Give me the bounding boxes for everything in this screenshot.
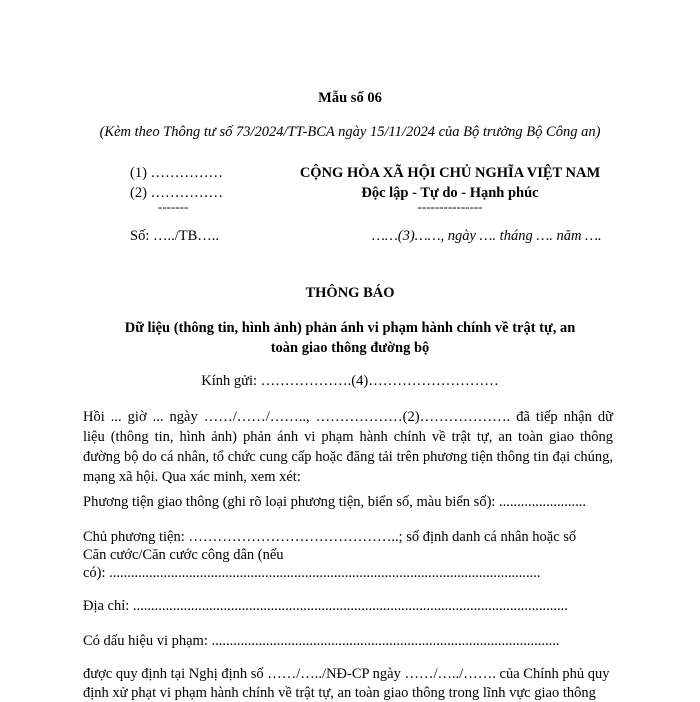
notice-subtitle: Dữ liệu (thông tin, hình ảnh) phản ánh vi phạm hành chính về trật tự, an toàn giao thông đường bộ — [124, 320, 576, 356]
agency-rule: ------- — [158, 199, 189, 214]
place-date: ……(3)……, ngày …. tháng …. năm …. — [372, 228, 602, 244]
owner-line-2: Căn cước/Căn cước công dân (nếu — [83, 547, 284, 563]
motto-rule: --------------- — [417, 199, 483, 214]
document-number: Số: …../TB….. — [130, 228, 220, 244]
motto: Độc lập - Tự do - Hạnh phúc — [361, 185, 539, 201]
owner-line-3: có): ....................................................................................................................... — [83, 565, 541, 581]
decree-line-1: được quy định tại Nghị định số ……/…../NĐ-CP ngày ……/…../……. của Chính phủ quy — [83, 666, 610, 682]
violation-field: Có dấu hiệu vi phạm: ................................................................................................ — [83, 633, 560, 649]
addressee: Kính gửi: ……………….(4)……………………… — [201, 373, 499, 389]
agency-line-2: (2) …………… — [130, 185, 224, 201]
body-intro: Hồi ... giờ ... ngày ……/……/…….., ………………(2)………………. đã tiếp nhận dữ liệu (thông tin, hình ảnh) phản ánh vi phạm hành chính về trật tự, an toàn giao thông đường bộ do cá nhân, tổ chức cung cấp hoặc đăng tải trên phương tiện thông tin đại chúng, mạng xã hội. Qua xác minh, xem xét: — [83, 409, 613, 485]
agency-line-1: (1) …………… — [130, 165, 224, 181]
notice-title: THÔNG BÁO — [305, 285, 395, 301]
form-number: Mẫu số 06 — [318, 90, 382, 106]
owner-line-1: Chủ phương tiện: ……………………………………..; số định danh cá nhân hoặc số — [83, 529, 577, 545]
vehicle-field: Phương tiện giao thông (ghi rõ loại phương tiện, biển số, màu biển số): ........................ — [83, 494, 587, 510]
nation-title: CỘNG HÒA XÃ HỘI CHỦ NGHĨA VIỆT NAM — [299, 165, 601, 181]
attachment-note: (Kèm theo Thông tư số 73/2024/TT-BCA ngày 15/11/2024 của Bộ trưởng Bộ Công an) — [99, 124, 601, 140]
decree-line-2: định xử phạt vi phạm hành chính về trật tự, an toàn giao thông trong lĩnh vực giao thông — [83, 685, 596, 701]
address-field: Địa chỉ: ........................................................................................................................ — [83, 598, 568, 614]
